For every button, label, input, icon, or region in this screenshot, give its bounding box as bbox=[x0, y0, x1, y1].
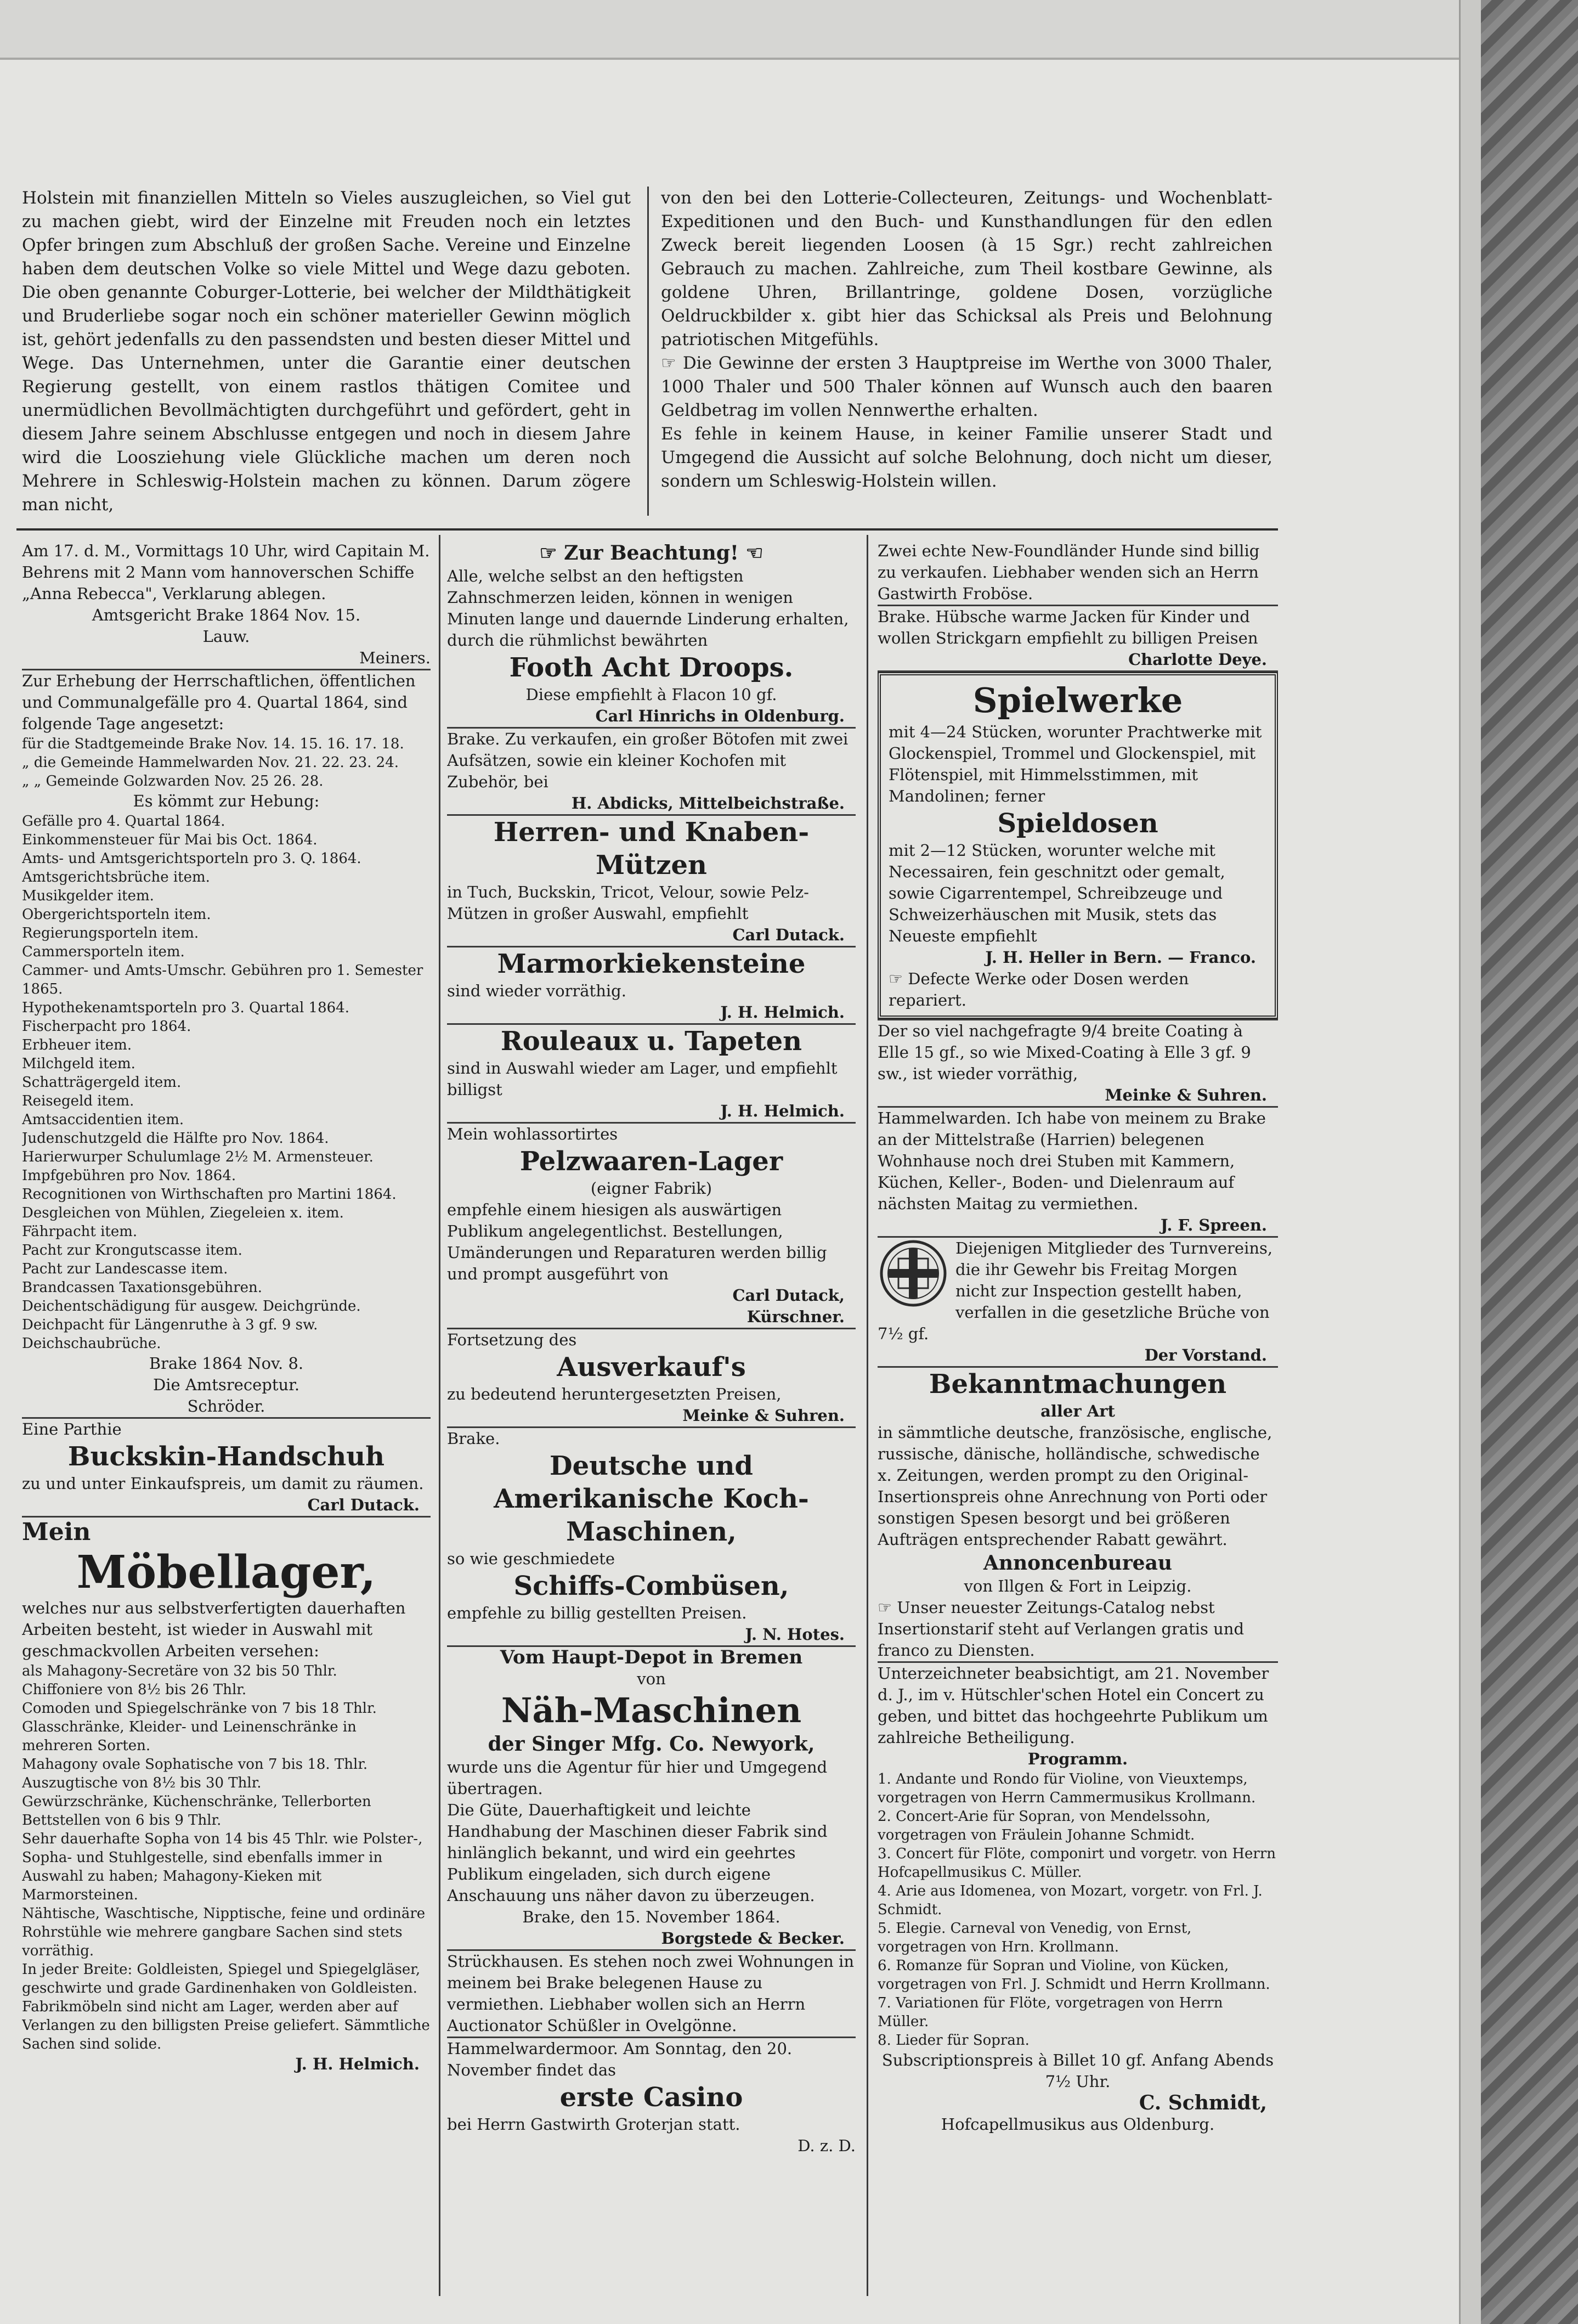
ad-koch-title1: Deutsche und bbox=[550, 1451, 753, 1481]
hebung-item: Milchgeld item. bbox=[22, 1056, 135, 1072]
ad-ofen-text: Brake. Zu verkaufen, ein großer Bötofen mit zwei Aufsätzen, sowie ein kleiner Kochofen mit Zubehör, bei bbox=[447, 730, 849, 791]
ad-hebung-sig2: Schröder. bbox=[187, 1397, 265, 1415]
ad-hebung-place: Brake 1864 Nov. 8. bbox=[149, 1354, 304, 1373]
column-3 bbox=[878, 540, 1278, 2296]
ad-tapeten-text: sind in Auswahl wieder am Lager, und empfiehlt billigst bbox=[447, 1059, 838, 1099]
hebung-item: Musikgelder item. bbox=[22, 888, 154, 904]
hebung-item: Amtsaccidentien item. bbox=[22, 1112, 184, 1128]
ad-verklarung-sig2: Meiners. bbox=[359, 648, 431, 667]
column-2 bbox=[447, 540, 856, 2296]
ad-concert-sig: C. Schmidt, bbox=[1139, 2091, 1267, 2114]
ad-hunde-text: Zwei echte New-Foundländer Hunde sind billig zu verkaufen. Liebhaber wenden sich an Herrn Gastwirth Froböse. bbox=[878, 541, 1260, 603]
ad-handschuh-text: zu und unter Einkaufspreis, um damit zu räumen. bbox=[22, 1474, 424, 1493]
hebung-item: Hypothekenamtsporteln pro 3. Quartal 1864. bbox=[22, 1000, 349, 1016]
column-1 bbox=[22, 540, 431, 2296]
ad-moebel-title: Möbellager, bbox=[76, 1546, 376, 1599]
ad-tapeten-title: Rouleaux u. Tapeten bbox=[500, 1026, 802, 1057]
moebel-item: In jeder Breite: Goldleisten, Spiegel und Spiegelgläser, geschwirte und grade Gardinenhaken von Goldleisten. bbox=[22, 1961, 421, 1996]
page-edge bbox=[1459, 0, 1481, 2324]
ad-annoncenbureau-title: Annoncenbureau bbox=[983, 1552, 1173, 1575]
ad-koch-title3: Maschinen, bbox=[566, 1516, 737, 1547]
article-left bbox=[22, 187, 631, 516]
moebel-item: Fabrikmöbeln sind nicht am Lager, werden aber auf Verlangen zu den billigsten Preise geliefert. Sämmtliche Sachen sind solide. bbox=[22, 1999, 430, 2052]
hebung-item: Gefälle pro 4. Quartal 1864. bbox=[22, 813, 225, 830]
hebung-item: Cammer- und Amts-Umschr. Gebühren pro 1. Semester 1865. bbox=[22, 962, 423, 997]
section-rule bbox=[16, 528, 1278, 531]
ad-ausverkauf-text: zu bedeutend heruntergesetzten Preisen, bbox=[447, 1385, 782, 1403]
moebel-item: Comoden und Spiegelschränke von 7 bis 18 Thlr. bbox=[22, 1700, 377, 1717]
column-rule bbox=[439, 535, 440, 2296]
ad-naeh-sig: Borgstede & Becker. bbox=[661, 1929, 845, 1948]
moebel-item: Chiffoniere von 8½ bis 26 Thlr. bbox=[22, 1682, 247, 1698]
ad-moebel-sig: J. H. Helmich. bbox=[295, 2055, 420, 2073]
ad-bekanntmachungen-sub: aller Art bbox=[1040, 1402, 1115, 1420]
ad-marmor-title: Marmorkiekensteine bbox=[497, 949, 806, 979]
program-item: 8. Lieder für Sopran. bbox=[878, 2032, 1030, 2049]
ad-verklarung-sig1: Lauw. bbox=[202, 627, 250, 646]
ad-ausverkauf-pre: Fortsetzung des bbox=[447, 1330, 577, 1349]
program-item: 4. Arie aus Idomenea, von Mozart, vorgetr. von Frl. J. Schmidt. bbox=[878, 1883, 1263, 1918]
ad-droops-text: Alle, welche selbst an den heftigsten Zahnschmerzen leiden, können in wenigen Minuten lange und dauernde Linderung erhalten, durch die rühmlichst bewährten bbox=[447, 567, 849, 650]
hebung-item: Pacht zur Landescasse item. bbox=[22, 1261, 228, 1277]
ad-naeh-sub: der Singer Mfg. Co. Newyork, bbox=[488, 1733, 815, 1756]
ad-muetzen-sig: Carl Dutack. bbox=[732, 926, 845, 944]
ad-concert-price: Subscriptionspreis à Billet 10 gf. Anfang Abends 7½ Uhr. bbox=[881, 2051, 1274, 2091]
ad-pelz-title: Pelzwaaren-Lager bbox=[519, 1146, 783, 1177]
ad-hebung-sig1: Die Amtsreceptur. bbox=[152, 1375, 300, 1394]
hebung-item: Fährpacht item. bbox=[22, 1223, 138, 1240]
ad-spieldosen-text: mit 2—12 Stücken, worunter welche mit Necessairen, fein geschnitzt oder gemalt, sowie Cigarrentempel, Schreibzeuge und Schweizerhäuschen mit Musik, stets das Neueste empfiehlt bbox=[889, 841, 1225, 945]
program-item: 5. Elegie. Carneval von Venedig, von Ernst, vorgetragen von Hrn. Krollmann. bbox=[878, 1920, 1192, 1955]
book-binding bbox=[1481, 0, 1578, 2324]
ad-marmor-sig: J. H. Helmich. bbox=[720, 1003, 845, 1022]
ad-pelz-sub: (eigner Fabrik) bbox=[590, 1179, 712, 1198]
moebel-item: Nähtische, Waschtische, Nipptische, feine und ordinäre Rohrstühle wie mehrere gangbare Sachen sind stets vorräthig. bbox=[22, 1905, 426, 1959]
ad-ausverkauf-title: Ausverkauf's bbox=[557, 1352, 746, 1383]
hebung-item: Obergerichtsporteln item. bbox=[22, 906, 211, 923]
ad-hebung-items bbox=[22, 812, 431, 1353]
hebung-date: für die Stadtgemeinde Brake Nov. 14. 15. 16. 17. 18. bbox=[22, 736, 404, 752]
ad-handschuh-title: Buckskin-Handschuh bbox=[67, 1441, 385, 1472]
ad-koch-title4: Schiffs-Combüsen, bbox=[513, 1571, 789, 1601]
ad-concert-text: Unterzeichneter beabsichtigt, am 21. November d. J., im v. Hütschler'schen Hotel ein Concert zu geben, und bittet das hochgeehrte Publikum um zahlreiche Betheiligung. bbox=[878, 1664, 1269, 1747]
hebung-item: Schatträgergeld item. bbox=[22, 1074, 182, 1091]
moebel-item: Sehr dauerhafte Sopha von 14 bis 45 Thlr. wie Polster-, Sopha- und Stuhlgestelle, sind ebenfalls immer in Auswahl zu haben; Mahagony-Kieken mit Marmorsteinen. bbox=[22, 1831, 423, 1903]
hebung-item: Deichentschädigung für ausgew. Deichgründe. bbox=[22, 1298, 361, 1315]
ad-koch-text: so wie geschmiedete bbox=[447, 1549, 615, 1568]
ad-moebel-items bbox=[22, 1662, 431, 2054]
ad-naeh-place: Brake, den 15. November 1864. bbox=[522, 1908, 780, 1926]
hebung-item: Brandcassen Taxationsgebühren. bbox=[22, 1279, 263, 1296]
ad-pelz-pre: Mein wohlassortirtes bbox=[447, 1125, 618, 1143]
ad-ofen-sig: H. Abdicks, Mittelbeichstraße. bbox=[571, 794, 845, 813]
ad-marmor-text: sind wieder vorräthig. bbox=[447, 982, 626, 1000]
ad-coating-text: Der so viel nachgefragte 9/4 breite Coating à Elle 15 gf., so wie Mixed-Coating à Elle 3 gf. 9 sw., ist wieder vorräthig, bbox=[878, 1022, 1251, 1083]
ad-jacken-text: Brake. Hübsche warme Jacken für Kinder und wollen Strickgarn empfiehlt zu billigen Preisen bbox=[878, 607, 1258, 647]
moebel-item: Mahagony ovale Sophatische von 7 bis 18. Thlr. bbox=[22, 1756, 368, 1773]
ad-koch-title2: Amerikanische Koch- bbox=[494, 1483, 809, 1514]
hebung-date: „ „ Gemeinde Golzwarden Nov. 25 26. 28. bbox=[22, 773, 324, 789]
ad-casino-title: erste Casino bbox=[559, 2082, 743, 2113]
ad-muetzen-text: in Tuch, Buckskin, Tricot, Velour, sowie Pelz-Mützen in großer Auswahl, empfiehlt bbox=[447, 883, 809, 923]
ad-annoncenbureau-sub: von Illgen & Fort in Leipzig. bbox=[964, 1577, 1192, 1595]
moebel-item: Auszugtische von 8½ bis 30 Thlr. bbox=[22, 1775, 262, 1791]
ad-droops-product: Footh Acht Droops. bbox=[509, 652, 794, 683]
ad-verklarung-text: Am 17. d. M., Vormittags 10 Uhr, wird Capitain M. Behrens mit 2 Mann vom hannoverschen Schiffe „Anna Rebecca", Verklarung ablegen. bbox=[22, 541, 430, 603]
ad-handschuh-sig: Carl Dutack. bbox=[307, 1496, 420, 1514]
ad-pelz-sig1: Carl Dutack, bbox=[732, 1286, 845, 1305]
ad-muetzen-title1: Herren- und Knaben- bbox=[493, 817, 810, 848]
program-item: 3. Concert für Flöte, componirt und vorgetr. von Herrn Hofcapellmusikus C. Müller. bbox=[878, 1846, 1276, 1881]
ad-bekanntmachungen-text: in sämmtliche deutsche, französische, englische, russische, dänische, holländische, schwedische x. Zeitungen, werden prompt zu den Original-Insertionspreis ohne Anrechnung von Porti oder sonstigen Spesen besorgt und bei größeren Aufträgen entsprechender Rabatt gewährt. bbox=[878, 1423, 1272, 1549]
ad-naeh-title: Näh-Maschinen bbox=[501, 1690, 802, 1730]
hebung-item: Judenschutzgeld die Hälfte pro Nov. 1864. bbox=[22, 1130, 329, 1147]
ad-hebung-dates bbox=[22, 735, 431, 791]
article-right-text-3: Es fehle in keinem Hause, in keiner Familie unserer Stadt und Umgegend die Aussicht auf solche Belohnung, doch nicht um dieser, sondern um Schleswig-Holstein willen. bbox=[661, 424, 1272, 491]
hebung-item: Fischerpacht pro 1864. bbox=[22, 1018, 191, 1035]
article-right bbox=[661, 187, 1272, 516]
hebung-item: Cammersporteln item. bbox=[22, 944, 185, 960]
hebung-item: Deichpacht für Längenruthe à 3 gf. 9 sw. bbox=[22, 1317, 318, 1333]
moebel-item: Glasschränke, Kleider- und Leinenschränke in mehreren Sorten. bbox=[22, 1719, 357, 1754]
hebung-item: Pacht zur Krongutscasse item. bbox=[22, 1242, 242, 1259]
page-top-margin bbox=[0, 0, 1481, 60]
ad-casino-text: Hammelwardermoor. Am Sonntag, den 20. November findet das bbox=[447, 2039, 793, 2079]
ad-concert-prog-title: Programm. bbox=[1027, 1750, 1128, 1768]
hebung-item: Amts- und Amtsgerichtsporteln pro 3. Q. 1864. bbox=[22, 850, 361, 867]
ad-turnverein-text: Diejenigen Mitglieder des Turnvereins, die ihr Gewehr bis Freitag Morgen nicht zur Inspection gestellt haben, verfallen in die gesetzliche Brüche von 7½ gf. bbox=[878, 1239, 1273, 1343]
ad-pelz-sig2: Kürschner. bbox=[746, 1307, 845, 1326]
ad-naeh-pre: Vom Haupt-Depot in Bremen bbox=[500, 1646, 803, 1668]
hebung-item: Erbheuer item. bbox=[22, 1037, 132, 1053]
article-right-text-1: von den bei den Lotterie-Collecteuren, Zeitungs- und Wochenblatt-Expeditionen und den Buch- und Kunsthandlungen für den edlen Zweck bereit liegenden Loosen (à 15 Sgr.) recht zahlreichen Gebrauch zu machen. Zahlreiche, zum Theil kostbare Gewinne, als goldene Uhren, Brillantringe, goldene Dosen, vorzügliche Oeldruckbilder x. gibt hier das Schicksal als Preis und Belohnung patriotischen Mitgefühls. bbox=[661, 188, 1272, 349]
ad-hebung-text: Zur Erhebung der Herrschaftlichen, öffentlichen und Communalgefälle pro 4. Quartal 1864, sind folgende Tage angesetzt: bbox=[22, 672, 416, 733]
ad-pelz-text: empfehle einem hiesigen als auswärtigen Publikum angelegentlichst. Bestellungen, Umänderungen und Reparaturen werden billig und prompt ausgeführt von bbox=[447, 1200, 827, 1283]
ad-droops-title: ☞ Zur Beachtung! ☜ bbox=[539, 541, 763, 565]
ad-koch-sig: J. N. Hotes. bbox=[745, 1625, 845, 1644]
ad-coating-sig: Meinke & Suhren. bbox=[1105, 1086, 1267, 1104]
ad-annoncenbureau-note: ☞ Unser neuester Zeitungs-Catalog nebst Insertionstarif steht auf Verlangen gratis und franco zu Diensten. bbox=[878, 1598, 1245, 1660]
ad-tapeten-sig: J. H. Helmich. bbox=[720, 1102, 845, 1120]
hebung-date: „ die Gemeinde Hammelwarden Nov. 21. 22. 23. 24. bbox=[22, 754, 399, 771]
ad-casino-text2: bei Herrn Gastwirth Groterjan statt. bbox=[447, 2115, 740, 2134]
ad-naeh-text: wurde uns die Agentur für hier und Umgegend übertragen. bbox=[447, 1758, 828, 1798]
ad-spielwerke-sig: J. H. Heller in Bern. — Franco. bbox=[985, 948, 1256, 967]
ad-spielwerke-box bbox=[878, 672, 1278, 1019]
ad-droops-text2: Diese empfiehlt à Flacon 10 gf. bbox=[525, 685, 777, 704]
ad-muetzen-title2: Mützen bbox=[596, 850, 707, 881]
ad-spieldosen-title: Spieldosen bbox=[997, 808, 1158, 839]
ad-bekanntmachungen-title: Bekanntmachungen bbox=[929, 1369, 1227, 1400]
program-item: 7. Variationen für Flöte, vorgetragen von Herrn Müller. bbox=[878, 1995, 1223, 2030]
ad-naeh-text2: Die Güte, Dauerhaftigkeit und leichte Handhabung der Maschinen dieser Fabrik sind hinlänglich bekannt, und wird ein geehrtes Publikum eingeladen, sich durch eigene Anschauung uns näher davon zu überzeugen. bbox=[447, 1801, 828, 1905]
ad-casino-sig: D. z. D. bbox=[798, 2136, 856, 2155]
hebung-item: Regierungsporteln item. bbox=[22, 925, 199, 941]
ad-ausverkauf-sig: Meinke & Suhren. bbox=[682, 1406, 845, 1425]
moebel-item: Gewürzschränke, Küchenschränke, Tellerborten Bettstellen von 6 bis 9 Thlr. bbox=[22, 1793, 371, 1829]
ad-handschuh-pre: Eine Parthie bbox=[22, 1420, 122, 1439]
hebung-item: Harierwurper Schulumlage 2½ M. Armensteuer. bbox=[22, 1149, 374, 1165]
ad-droops-sig: Carl Hinrichs in Oldenburg. bbox=[595, 707, 845, 725]
ad-wohnung-text: Strückhausen. Es stehen noch zwei Wohnungen in meinem bei Brake belegenen Hause zu vermiethen. Liebhaber wollen sich an Herrn Auctionator Schüßler in Ovelgönne. bbox=[447, 1952, 854, 2035]
turner-cross-emblem-icon bbox=[878, 1238, 949, 1309]
ad-verklarung-place: Amtsgericht Brake 1864 Nov. 15. bbox=[92, 606, 361, 624]
ad-spreen-sig: J. F. Spreen. bbox=[1160, 1216, 1267, 1234]
ad-koch-pre: Brake. bbox=[447, 1429, 500, 1448]
article-left-text: Holstein mit finanziellen Mitteln so Vieles auszugleichen, so Viel gut zu machen giebt, wird der Einzelne mit Freuden noch ein letztes Opfer bringen zum Abschluß der großen Sache. Vereine und Einzelne haben dem deutschen Volke so viele Mittel und Wege dazu geboten. Die oben genannte Coburger-Lotterie, bei welcher der Mildthätigkeit und Bruderliebe sogar noch ein schöner materieller Gewinn möglich ist, gehört jedenfalls zu den passendsten und besten dieser Mittel und Wege. Das Unternehmen, unter die Garantie einer deutschen Regierung gestellt, von einem rastlos thätigen Comitee und unermüdlichen Bevollmächtigten durchgeführt und gefördert, geht in diesem Jahre seinem Abschlusse entgegen und noch in diesem Jahre wird die Loosziehung viele Glückliche machen um deren noch Mehrere in Schleswig-Holstein machen zu können. Darum zögere man nicht, bbox=[22, 188, 631, 515]
ad-concert-program bbox=[878, 1770, 1278, 2050]
hebung-item: Einkommensteuer für Mai bis Oct. 1864. bbox=[22, 832, 318, 848]
ad-koch-text2: empfehle zu billig gestellten Preisen. bbox=[447, 1604, 747, 1622]
hebung-item: Amtsgerichtsbrüche item. bbox=[22, 869, 210, 885]
article-right-text-2: ☞ Die Gewinne der ersten 3 Hauptpreise im Werthe von 3000 Thaler, 1000 Thaler und 500 Thaler können auf Wunsch auch den baaren Geldbetrag im vollen Nennwerthe erhalten. bbox=[661, 353, 1272, 420]
hebung-item: Recognitionen von Wirthschaften pro Martini 1864. bbox=[22, 1186, 397, 1203]
hebung-item: Deichschaubrüche. bbox=[22, 1335, 161, 1352]
hebung-item: Reisegeld item. bbox=[22, 1093, 134, 1109]
hebung-item: Desgleichen von Mühlen, Ziegeleien x. item. bbox=[22, 1205, 344, 1221]
ad-spielwerke-text: mit 4—24 Stücken, worunter Prachtwerke mit Glockenspiel, Trommel und Glockenspiel, mit Flötenspiel, mit Himmelsstimmen, mit Mandolinen; ferner bbox=[889, 723, 1262, 805]
program-item: 1. Andante und Rondo für Violine, von Vieuxtemps, vorgetragen von Herrn Cammermusikus Krollmann. bbox=[878, 1771, 1256, 1806]
ad-turnverein-sig: Der Vorstand. bbox=[1144, 1346, 1267, 1364]
ad-turnverein bbox=[878, 1238, 1278, 1366]
ad-naeh-pre2: von bbox=[637, 1669, 666, 1688]
program-item: 6. Romanze für Sopran und Violine, von Kücken, vorgetragen von Frl. J. Schmidt und Herrn Krollmann. bbox=[878, 1958, 1270, 1993]
column-rule bbox=[647, 187, 649, 516]
hebung-item: Impfgebühren pro Nov. 1864. bbox=[22, 1167, 236, 1184]
moebel-item: als Mahagony-Secretäre von 32 bis 50 Thlr. bbox=[22, 1663, 337, 1679]
program-item: 2. Concert-Arie für Sopran, von Mendelssohn, vorgetragen von Fräulein Johanne Schmidt. bbox=[878, 1808, 1211, 1843]
ad-moebel-pre: Mein bbox=[22, 1518, 91, 1546]
ad-spielwerke-note: ☞ Defecte Werke oder Dosen werden repariert. bbox=[889, 969, 1189, 1009]
ad-hebung-sub: Es kömmt zur Hebung: bbox=[133, 792, 320, 810]
ad-moebel-text: welches nur aus selbstverfertigten dauerhaften Arbeiten besteht, ist wieder in Auswahl mit geschmackvollen Arbeiten versehen: bbox=[22, 1599, 406, 1660]
column-rule bbox=[867, 535, 868, 2296]
ad-spreen-text: Hammelwarden. Ich habe von meinem zu Brake an der Mittelstraße (Harrien) belegenen Wohnhause noch drei Stuben mit Kammern, Küchen, Keller-, Boden- und Dielenraum auf nächsten Maitag zu vermiethen. bbox=[878, 1109, 1266, 1213]
ad-jacken-sig: Charlotte Deye. bbox=[1128, 650, 1267, 669]
ad-spielwerke-title: Spielwerke bbox=[972, 680, 1183, 720]
ad-concert-sig2: Hofcapellmusikus aus Oldenburg. bbox=[941, 2115, 1215, 2134]
